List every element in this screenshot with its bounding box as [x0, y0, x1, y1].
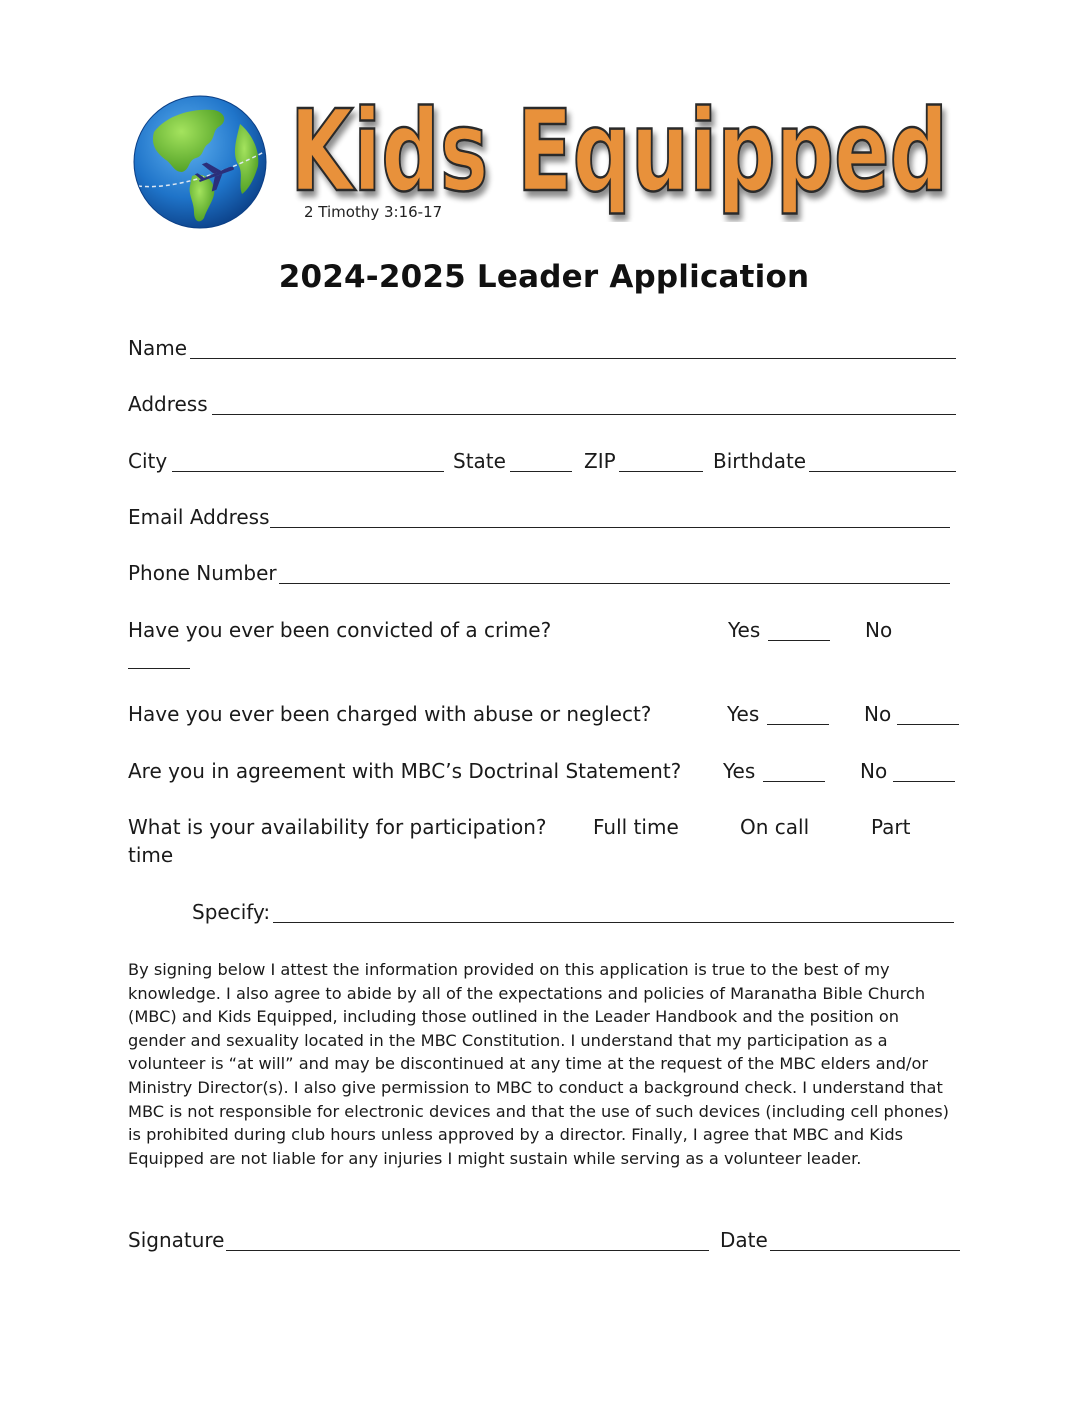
abuse-yes-field[interactable] — [767, 724, 829, 725]
birthdate-label: Birthdate — [713, 449, 807, 473]
state-field[interactable] — [510, 471, 572, 472]
email-label: Email Address — [128, 505, 270, 529]
page-title: 2024-2025 Leader Application — [278, 259, 810, 295]
specify-label: Specify: — [192, 900, 271, 924]
availability-part-time-wrap: time — [128, 843, 174, 867]
doctrine-no-field[interactable] — [893, 781, 955, 782]
email-field[interactable] — [270, 527, 950, 528]
signature-label: Signature — [128, 1228, 225, 1252]
state-label: State — [453, 449, 506, 473]
zip-field[interactable] — [619, 471, 703, 472]
doctrine-question: Are you in agreement with MBC’s Doctrinal Statement? — [128, 759, 682, 783]
city-label: City — [128, 449, 168, 473]
signature-field[interactable] — [226, 1250, 709, 1251]
zip-label: ZIP — [584, 449, 616, 473]
availability-question: What is your availability for participation? — [128, 815, 547, 839]
crime-yes-label: Yes — [728, 618, 761, 642]
phone-label: Phone Number — [128, 561, 277, 585]
date-field[interactable] — [770, 1250, 960, 1251]
name-field[interactable] — [190, 358, 956, 359]
crime-no-field[interactable] — [128, 668, 190, 669]
crime-question: Have you ever been convicted of a crime? — [128, 618, 552, 642]
specify-field[interactable] — [273, 922, 954, 923]
address-label: Address — [128, 392, 208, 416]
availability-part-time[interactable]: Part — [871, 815, 911, 839]
abuse-question: Have you ever been charged with abuse or neglect? — [128, 702, 652, 726]
globe-with-airplane-icon — [132, 94, 268, 230]
crime-yes-field[interactable] — [768, 640, 830, 641]
doctrine-yes-field[interactable] — [763, 781, 825, 782]
date-label: Date — [720, 1228, 768, 1252]
abuse-yes-label: Yes — [727, 702, 760, 726]
scripture-reference: 2 Timothy 3:16-17 — [304, 203, 443, 221]
name-label: Name — [128, 336, 188, 360]
abuse-no-label: No — [864, 702, 892, 726]
doctrine-no-label: No — [860, 759, 888, 783]
birthdate-field[interactable] — [809, 471, 956, 472]
kids-equipped-wordmark — [286, 82, 966, 222]
crime-no-label: No — [865, 618, 893, 642]
brand-wordmark-text: Kids Equipped — [290, 87, 948, 217]
availability-on-call[interactable]: On call — [740, 815, 810, 839]
abuse-no-field[interactable] — [897, 724, 959, 725]
availability-full-time[interactable]: Full time — [593, 815, 679, 839]
city-field[interactable] — [172, 471, 444, 472]
attestation-statement: By signing below I attest the information provided on this application is true to the best of my knowledge. I also agree to abide by all of the expectations and policies of Maranatha Bible Church (MBC) and Kids Equipped, including those outlined in the Leader Handbook and the position on gender and sexuality located in the MBC Constitution. I understand that my participation as a volunteer is “at will” and may be discontinued at any time at the request of the MBC elders and/or Ministry Director(s). I also give permission to MBC to conduct a background check. I understand that MBC is not responsible for electronic devices and that the use of such devices (including cell phones) is prohibited during club hours unless approved by a director. Finally, I agree that MBC and Kids Equipped are not liable for any injuries I might sustain while serving as a volunteer leader. — [128, 960, 949, 1168]
address-field[interactable] — [212, 414, 956, 415]
phone-field[interactable] — [279, 583, 950, 584]
doctrine-yes-label: Yes — [723, 759, 756, 783]
